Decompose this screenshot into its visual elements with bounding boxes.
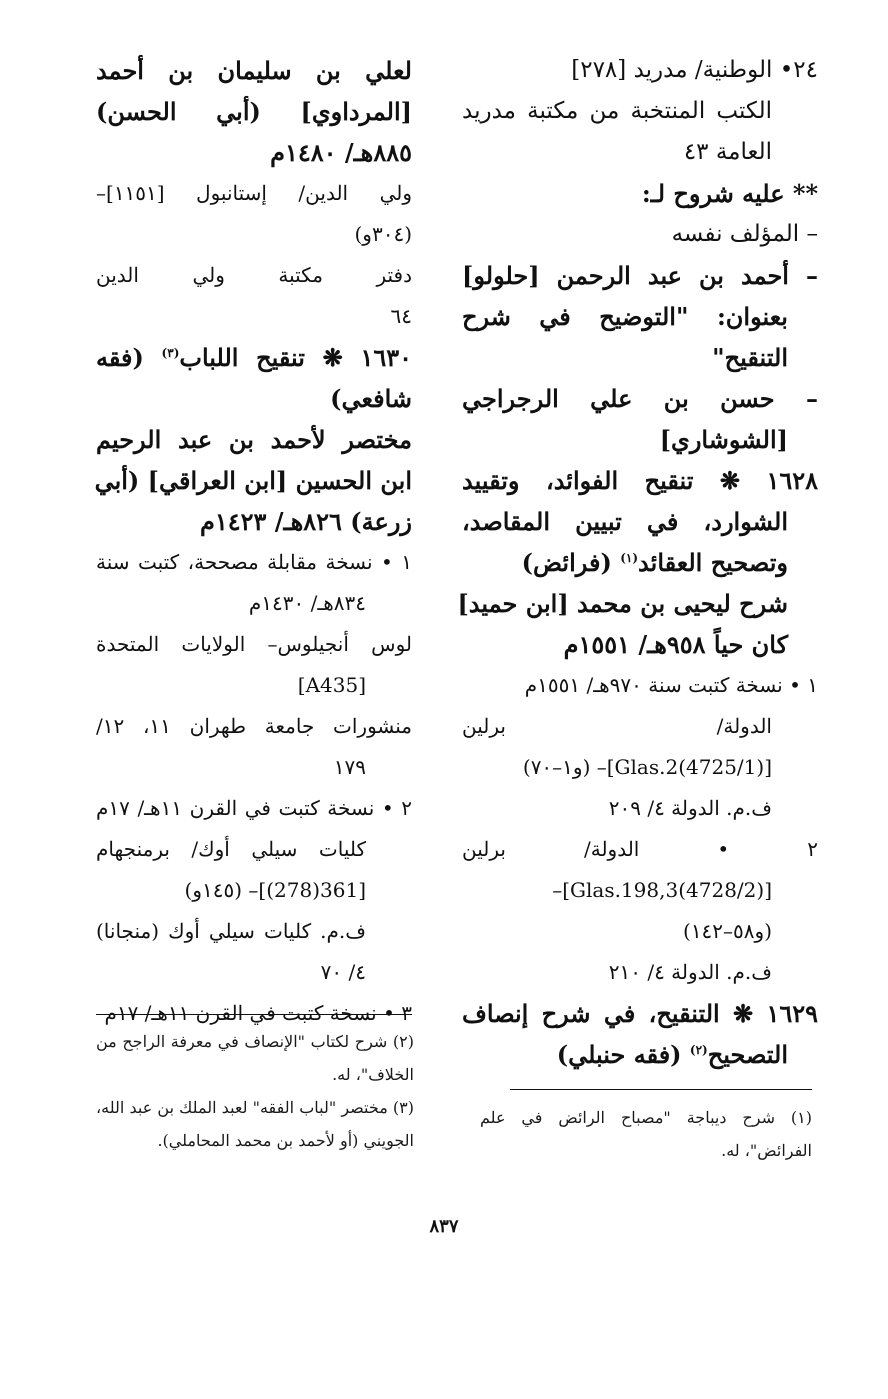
entry-1624-line: الكتب المنتخبة من مكتبة مدريد <box>462 98 772 124</box>
footnote-divider <box>96 1014 412 1015</box>
entry-1624-line: ٢٤• الوطنية/ مدريد [٢٧٨] <box>571 57 818 83</box>
footnote-line: (١) شرح ديباجة "مصباح الرائض في علم <box>480 1108 812 1127</box>
entry-1628-author: كان حياً ٩٥٨هـ/ ١٥٥١م <box>563 630 788 659</box>
commentary-item: بعنوان: "التوضيح في شرح <box>462 302 788 331</box>
footnote-line: (٢) شرح لكتاب "الإنصاف في معرفة الراجح من <box>96 1032 414 1051</box>
manuscript-line: ١٧٩ <box>333 755 366 779</box>
manuscript-line: كليات سيلي أوك/ برمنجهام <box>96 837 366 861</box>
commentary-item: – حسن بن علي الرجراجي <box>462 384 818 413</box>
manuscript-line: منشورات جامعة طهران ١١، ١٢/ <box>96 714 413 738</box>
entry-1628-title-text: وتصحيح العقائد <box>638 548 788 577</box>
right-column <box>457 50 818 1075</box>
author-dates: ٨٨٥هـ/ ١٤٨٠م <box>270 138 412 167</box>
manuscript-line: ١ • نسخة كتبت سنة ٩٧٠هـ/ ١٥٥١م <box>524 673 818 697</box>
author-line: [المرداوي] (أبي الحسن) <box>96 97 412 126</box>
manuscript-line: ٣ • نسخة كتبت في القرن ١١هـ/ ١٧م <box>104 1001 412 1025</box>
manuscript-line: [(4728/2)Glas.198,3]– <box>552 878 772 902</box>
manuscript-line: [A435] <box>297 673 366 697</box>
manuscript-line: ٢ • الدولة/ برلين <box>462 837 818 861</box>
footnote-divider <box>510 1089 812 1090</box>
manuscript-line: [(4725/1)Glas.2]– (و١–٧٠) <box>522 755 772 779</box>
footnote-line: الخلاف"، له. <box>332 1065 414 1084</box>
manuscript-line: [361(278)]– (١٤٥و) <box>184 878 366 902</box>
footnote-ref: (١) <box>620 551 639 565</box>
footnote-line: الفرائض"، له. <box>721 1141 812 1160</box>
commentary-item: – المؤلف نفسه <box>671 221 818 247</box>
entry-1629-title-text: التصحيح <box>707 1040 788 1069</box>
footnote-line: الجويني (أو لأحمد بن محمد المحاملي). <box>157 1131 414 1150</box>
footnote-ref: (٣) <box>161 346 180 360</box>
entry-1630-desc: مختصر لأحمد بن عبد الرحيم <box>96 425 412 454</box>
footnotes-right <box>480 1101 812 1167</box>
manuscript-line: ف.م. الدولة ٤/ ٢٠٩ <box>608 796 772 820</box>
entry-1630-title-text: ١٦٣٠ ❋ تنقيح اللباب <box>179 343 413 372</box>
commentary-item: [الشوشاري] <box>659 425 788 454</box>
page-number: ٨٣٧ <box>429 1216 459 1237</box>
entry-1628-title: الشوارد، في تبيين المقاصد، <box>462 507 788 536</box>
entry-1628-title: ١٦٢٨ ❋ تنقيح الفوائد، وتقييد <box>462 466 818 495</box>
manuscript-line: ولي الدين/ إستانبول [١١٥١]– <box>96 181 412 205</box>
author-line: لعلي بن سليمان بن أحمد <box>96 56 412 85</box>
entry-1628-title <box>462 542 818 583</box>
manuscript-line: ٤/ ٧٠ <box>320 960 366 984</box>
manuscript-line: (٣٠٤و) <box>354 222 412 246</box>
manuscript-line: ٨٣٤هـ/ ١٤٣٠م <box>248 591 366 615</box>
entry-1629-title <box>462 1034 818 1075</box>
subject-tag: (فقه <box>96 343 144 372</box>
entry-1629-title: ١٦٢٩ ❋ التنقيح، في شرح إنصاف <box>462 999 818 1028</box>
entry-1630-desc: زرعة) ٨٢٦هـ/ ١٤٢٣م <box>200 507 412 536</box>
subject-tag: (فقه حنبلي) <box>556 1040 682 1069</box>
subject-tag: شافعي) <box>330 384 412 413</box>
manuscript-line: ٢ • نسخة كتبت في القرن ١١هـ/ ١٧م <box>96 796 412 820</box>
subject-tag: (فرائض) <box>521 548 612 577</box>
commentary-item: التنقيح" <box>712 343 788 372</box>
manuscript-line: ٦٤ <box>390 304 412 328</box>
footnotes-left <box>96 1025 414 1157</box>
entry-1624-line: العامة ٤٣ <box>683 139 772 165</box>
manuscript-line: ١ • نسخة مقابلة مصححة، كتبت سنة <box>96 550 412 574</box>
entry-1630-title <box>96 337 412 378</box>
manuscript-line: ف.م. كليات سيلي أوك (منجانا) <box>96 919 366 943</box>
footnote-line: (٣) مختصر "لباب الفقه" لعبد الملك بن عبد الله، <box>96 1098 414 1117</box>
footnote-ref: (٢) <box>689 1043 708 1057</box>
commentaries-heading: ** عليه شروح لـ: <box>641 179 818 208</box>
manuscript-line: لوس أنجيلوس– الولايات المتحدة <box>96 632 412 656</box>
entry-1630-desc: ابن الحسين [ابن العراقي] (أبي <box>94 466 412 495</box>
entry-1628-author: شرح ليحيى بن محمد [ابن حميد] <box>457 589 788 618</box>
manuscript-line: (و٥٨–١٤٢) <box>683 919 772 943</box>
manuscript-line: ف.م. الدولة ٤/ ٢١٠ <box>608 960 772 984</box>
manuscript-line: دفتر مكتبة ولي الدين <box>96 263 412 287</box>
commentary-item: – أحمد بن عبد الرحمن [حلولو] <box>462 261 818 290</box>
manuscript-line: الدولة/ برلين <box>462 714 772 738</box>
left-column <box>96 50 412 1034</box>
